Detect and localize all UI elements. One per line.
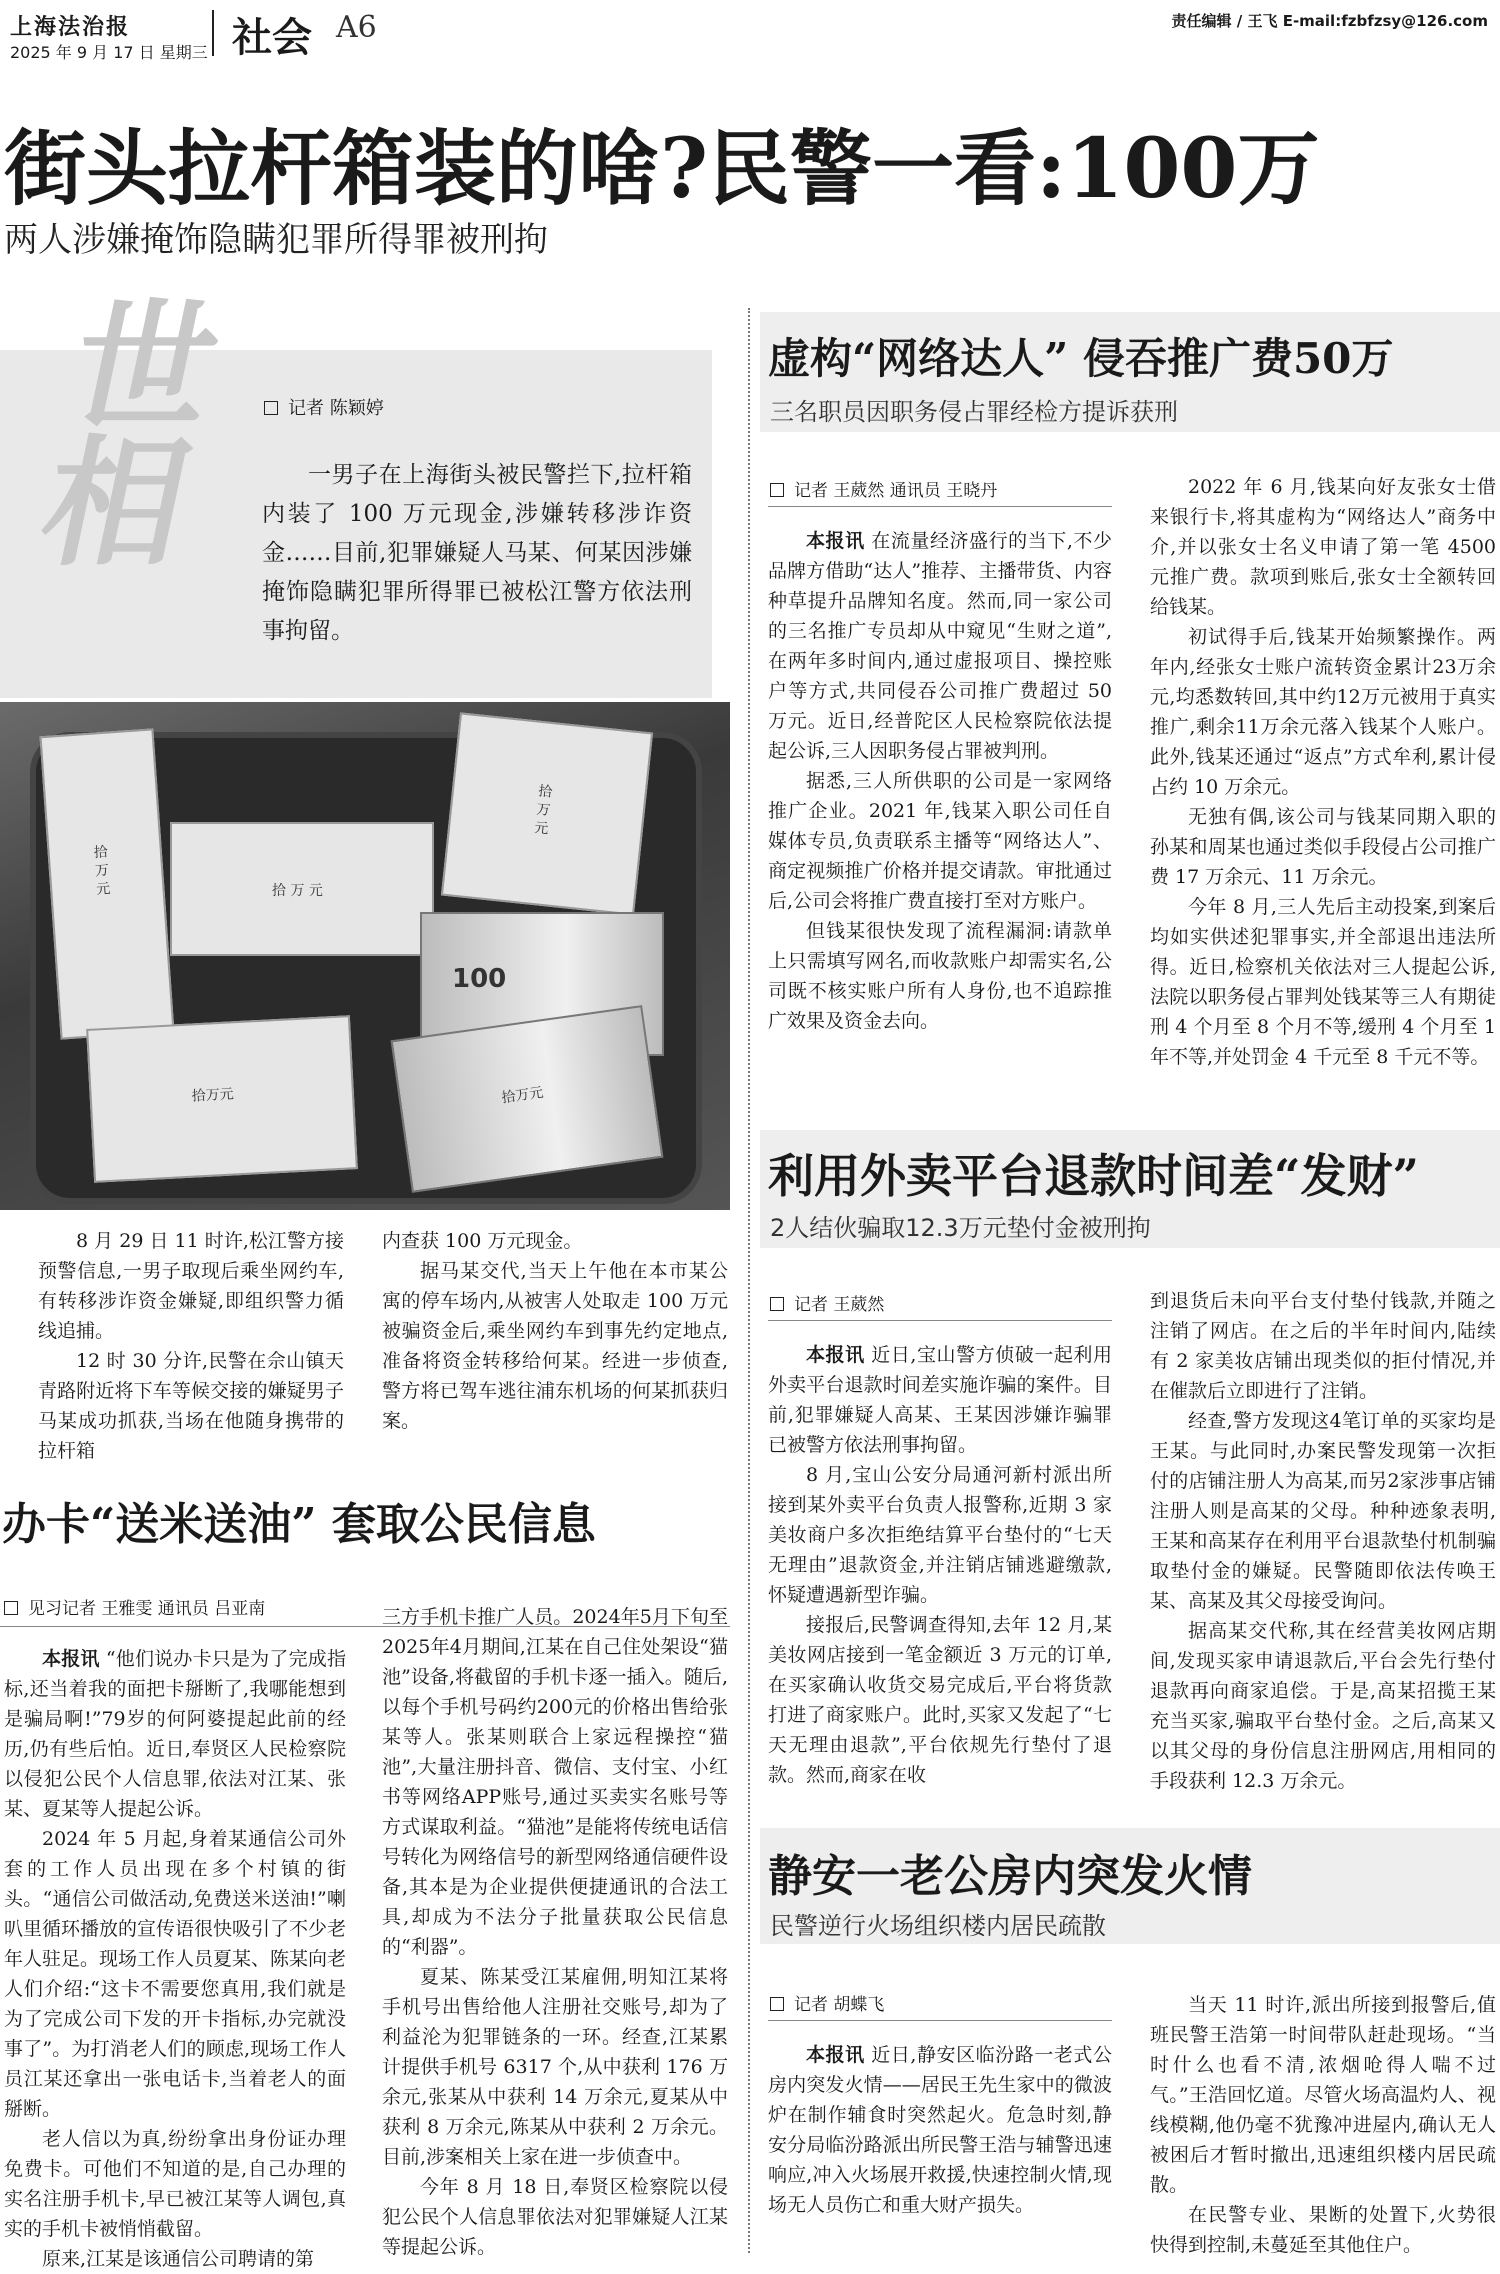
paragraph — [768, 766, 1112, 916]
paragraph — [768, 1340, 1112, 1460]
paragraph — [1150, 2200, 1496, 2260]
byline-rule — [768, 506, 1112, 507]
paragraph-text: 经查,警方发现这4笔订单的买家均是王某。与此同时,办案民警发现第一次拒付的店铺注册人为高某,而另2家涉事店铺注册人则是高某的父母。种种迹象表明,王某和高某存在利用平台退款垫付机制骗取垫付金的嫌疑。民警随即依法传唤王某、高某及其父母接受询问。 — [1150, 1410, 1496, 1612]
paragraph — [1150, 802, 1496, 892]
section-name: 社会 — [232, 15, 312, 61]
stack-label: 拾 万 元 — [91, 843, 111, 896]
stack-label: 拾 万 元 — [272, 883, 323, 899]
card-story-headline: 办卡“送米送油” 套取公民信息 — [2, 1499, 596, 1550]
main-headline: 街头拉杆箱装的啥?民警一看:100万 — [4, 121, 1320, 217]
paragraph — [1150, 472, 1496, 622]
paragraph: 据马某交代,当天上午他在本市某公寓的停车场内,从被害人处取走 100 万元被骗资金后,乘坐网约车到事先约定地点,准备将资金转移给何某。经进一步侦查,警方将已驾车逃往浦东机场的何某抓获归案。 — [382, 1260, 728, 1432]
card-story-byline: 见习记者 王雅雯 通讯员 吕亚南 — [4, 1594, 265, 1619]
paragraph — [1150, 892, 1496, 1072]
paragraph — [768, 1460, 1112, 1610]
banknote-denomination: 100 — [452, 964, 507, 994]
paragraph — [4, 2124, 346, 2244]
paragraph-text: 老人信以为真,纷纷拿出身份证办理免费卡。可他们不知道的是,自己办理的实名注册手机卡,早已被江某等人调包,真实的手机卡被悄悄截留。 — [4, 2128, 346, 2240]
influencer-story-col1 — [768, 526, 1112, 1036]
paragraph-text: 在流量经济盛行的当下,不少品牌方借助“达人”推荐、主播带货、内容种草提升品牌知名度。然而,同一家公司的三名推广专员却从中窥见“生财之道”,在两年多时间内,通过虚报项目、操控账户等方式,共同侵吞公司推广费超过 50 万元。近日,经普陀区人民检察院依法提起公诉,三人因职务侵占罪被判刑。 — [768, 530, 1112, 762]
paragraph — [382, 2172, 728, 2262]
main-story-col2 — [382, 1226, 728, 1436]
stack-label: 拾万元 — [500, 1084, 545, 1107]
cash-stack — [441, 712, 653, 915]
cash-suitcase-photo — [0, 702, 730, 1210]
paragraph — [4, 1644, 346, 1824]
byline-box-icon — [770, 483, 784, 497]
delivery-story-subheadline: 2人结伙骗取12.3万元垫付金被刑拘 — [770, 1214, 1151, 1242]
byline-box-icon — [264, 401, 278, 415]
paragraph — [1150, 622, 1496, 802]
paragraph — [382, 1962, 728, 2172]
paragraph-text: 近日,静安区临汾路一老式公房内突发火情——居民王先生家中的微波炉在制作辅食时突然起火。危急时刻,静安分局临汾路派出所民警王浩与辅警迅速响应,冲入火场展开救援,快速控制火情,现场无人员伤亡和重大财产损失。 — [768, 2044, 1112, 2216]
paragraph-text: 原来,江某是该通信公司聘请的第 — [42, 2248, 315, 2270]
byline-rule — [768, 2020, 1112, 2021]
header-divider — [212, 10, 214, 56]
paragraph-text: 8 月,宝山公安分局通河新村派出所接到某外卖平台负责人报警称,近期 3 家美妆商户多次拒绝结算平台垫付的“七天无理由”退款资金,并注销店铺逃避缴款,怀疑遭遇新型诈骗。 — [768, 1464, 1112, 1606]
paragraph — [4, 1824, 346, 2124]
paragraph-text: 2024 年 5 月起,身着某通信公司外套的工作人员出现在多个村镇的街头。“通信公司做活动,免费送米送油!”喇叭里循环播放的宣传语很快吸引了不少老年人驻足。现场工作人员夏某、陈某向老人们介绍:“这卡不需要您真用,我们就是为了完成公司下发的开卡指标,办完就没事了”。为打消老人们的顾虑,现场工作人员江某还拿出一张电话卡,当着老人的面掰断。 — [4, 1828, 347, 2120]
dateline-tag: 本报讯 — [42, 1648, 100, 1670]
feature-lead: 一男子在上海街头被民警拦下,拉杆箱内装了 100 万元现金,涉嫌转移涉诈资金……目前,犯罪嫌疑人马某、何某因涉嫌掩饰隐瞒犯罪所得罪已被松江警方依法刑事拘留。 — [262, 462, 692, 644]
card-story-col1 — [4, 1644, 346, 2274]
byline-box-icon — [770, 1297, 784, 1311]
paragraph-text: 当天 11 时许,派出所接到报警后,值班民警王浩第一时间带队赶赴现场。“当时什么也看不清,浓烟呛得人喘不过气。”王浩回忆道。尽管火场高温灼人、视线模糊,他仍毫不犹豫冲进屋内,确认无人被困后才暂时撤出,迅速组织楼内居民疏散。 — [1150, 1994, 1496, 2196]
column-watermark: 世相 — [28, 286, 232, 586]
fire-story-col1 — [768, 2040, 1112, 2220]
cash-stack — [40, 728, 175, 1039]
paragraph — [768, 1610, 1112, 1790]
paragraph: 8 月 29 日 11 时许,松江警方接预警信息,一男子取现后乘坐网约车,有转移涉诈资金嫌疑,即组织警力循线追捕。 — [38, 1230, 344, 1342]
cash-stack — [170, 822, 434, 956]
paragraph — [4, 2244, 346, 2274]
dateline-tag: 本报讯 — [806, 2044, 865, 2066]
byline-rule — [768, 1320, 1112, 1321]
paragraph-text: 夏某、陈某受江某雇佣,明知江某将手机号出售给他人注册社交账号,却为了利益沦为犯罪链条的一环。经查,江某累计提供手机号 6317 个,从中获利 176 万余元,张某从中获利 14 万余元,夏某从中获利 8 万余元,陈某从中获利 2 万余元。目前,涉案相关上家在进一步侦查中。 — [382, 1966, 728, 2168]
paragraph-text: 据高某交代称,其在经营美妆网店期间,发现买家申请退款后,平台会先行垫付退款再向商家追偿。于是,高某招揽王某充当买家,骗取平台垫付金。之后,高某又以其父母的身份信息注册网店,用相同的手段获利 12.3 万余元。 — [1150, 1620, 1496, 1792]
paragraph-text: 在民警专业、果断的处置下,火势很快得到控制,未蔓延至其他住户。 — [1150, 2204, 1496, 2256]
column-divider — [748, 308, 750, 2253]
delivery-story-col1 — [768, 1340, 1112, 1790]
paragraph — [1150, 1990, 1496, 2200]
influencer-story-byline: 记者 王葳然 通讯员 王晓丹 — [770, 476, 997, 501]
feature-byline: 记者 陈颖婷 — [264, 394, 384, 420]
paragraph-text: 近日,宝山警方侦破一起利用外卖平台退款时间差实施诈骗的案件。目前,犯罪嫌疑人高某、王某因涉嫌诈骗罪已被警方依法刑事拘留。 — [768, 1344, 1112, 1456]
stack-label: 拾万元 — [191, 1086, 235, 1105]
dateline-tag: 本报讯 — [806, 530, 865, 552]
byline-box-icon — [770, 1997, 784, 2011]
main-story-col1 — [38, 1226, 344, 1466]
paragraph — [1150, 1286, 1496, 1406]
byline-box-icon — [4, 1601, 18, 1615]
masthead-logo: 上海法治报 — [10, 14, 131, 40]
paragraph-text: 到退货后未向平台支付垫付钱款,并随之注销了网店。在之后的半年时间内,陆续有 2 家美妆店铺出现类似的拒付情况,并在催款后立即进行了注销。 — [1150, 1290, 1496, 1402]
cash-stack — [86, 1015, 358, 1183]
influencer-story-headline: 虚构“网络达人” 侵吞推广费50万 — [768, 334, 1394, 383]
paragraph: 12 时 30 分许,民警在佘山镇天青路附近将下车等候交接的嫌疑男子马某成功抓获,当场在他随身携带的拉杆箱 — [38, 1350, 344, 1462]
fire-story-col2 — [1150, 1990, 1496, 2260]
delivery-story-headline: 利用外卖平台退款时间差“发财” — [768, 1149, 1419, 1203]
delivery-story-col2 — [1150, 1286, 1496, 1796]
stack-label: 拾 万 元 — [531, 782, 554, 836]
paragraph — [382, 1602, 728, 1962]
dateline-tag: 本报讯 — [806, 1344, 865, 1366]
paragraph-text: 据悉,三人所供职的公司是一家网络推广企业。2021 年,钱某入职公司任自媒体专员,负责联系主播等“网络达人”、商定视频推广价格并提交请款。审批通过后,公司会将推广费直接打至对方账户。 — [768, 770, 1112, 912]
influencer-story-col2 — [1150, 472, 1496, 1072]
paragraph — [768, 916, 1112, 1036]
paragraph-text: 三方手机卡推广人员。2024年5月下旬至2025年4月期间,江某在自己住处架设“猫池”设备,将截留的手机卡逐一插入。随后,以每个手机号码约200元的价格出售给张某等人。张某则联合上家远程操控“猫池”,大量注册抖音、微信、支付宝、小红书等网络APP账号,通过买卖实名账号等方式谋取利益。“猫池”是能将传统电话信号转化为网络信号的新型网络通信硬件设备,其本是为企业提供便捷通讯的合法工具,却成为不法分子批量获取公民信息的“利器”。 — [382, 1606, 728, 1958]
fire-story-byline: 记者 胡蝶飞 — [770, 1990, 884, 2015]
page-number: A6 — [336, 10, 377, 45]
influencer-story-subheadline: 三名职员因职务侵占罪经检方提诉获刑 — [770, 398, 1178, 426]
paragraph — [1150, 1616, 1496, 1796]
paragraph-text: 2022 年 6 月,钱某向好友张女士借来银行卡,将其虚构为“网络达人”商务中介,并以张女士名义申请了第一笔 4500 元推广费。款项到账后,张女士全额转回给钱某。 — [1150, 476, 1496, 618]
paragraph-text: 接报后,民警调查得知,去年 12 月,某美妆网店接到一笔金额近 3 万元的订单,在买家确认收货交易完成后,平台将货款打进了商家账户。此时,买家又发起了“七天无理由退款”,平台依规先行垫付了退款。然而,商家在收 — [768, 1614, 1112, 1786]
main-subheadline: 两人涉嫌掩饰隐瞒犯罪所得罪被刑拘 — [4, 220, 548, 260]
delivery-story-byline: 记者 王葳然 — [770, 1290, 884, 1315]
fire-story-headline: 静安一老公房内突发火情 — [768, 1851, 1252, 1902]
editor-info: 责任编辑 / 王飞 E-mail:fzbfzsy@126.com — [1171, 12, 1488, 30]
fire-story-subheadline: 民警逆行火场组织楼内居民疏散 — [770, 1912, 1106, 1940]
card-story-col2 — [382, 1602, 728, 2262]
paragraph-text: 无独有偶,该公司与钱某同期入职的孙某和周某也通过类似手段侵占公司推广费 17 万余元、11 万余元。 — [1150, 806, 1496, 888]
paragraph — [768, 2040, 1112, 2220]
issue-date: 2025 年 9 月 17 日 星期三 — [10, 43, 208, 62]
paragraph-text: 今年 8 月 18 日,奉贤区检察院以侵犯公民个人信息罪依法对犯罪嫌疑人江某等提起公诉。 — [382, 2176, 728, 2258]
paragraph — [1150, 1406, 1496, 1616]
paragraph-text: 但钱某很快发现了流程漏洞:请款单上只需填写网名,而收款账户却需实名,公司既不核实账户所有人身份,也不追踪推广效果及资金去向。 — [768, 920, 1112, 1032]
paragraph-text: 今年 8 月,三人先后主动投案,到案后均如实供述犯罪事实,并全部退出违法所得。近日,检察机关依法对三人提起公诉,法院以职务侵占罪判处钱某等三人有期徒刑 4 个月至 8 个月不等,缓刑 4 个月至 1 年不等,并处罚金 4 千元至 8 千元不等。 — [1150, 896, 1496, 1068]
paragraph: 内查获 100 万元现金。 — [382, 1230, 583, 1252]
paragraph — [768, 526, 1112, 766]
paragraph-text: “他们说办卡只是为了完成指标,还当着我的面把卡掰断了,我哪能想到是骗局啊!”79岁的何阿婆提起此前的经历,仍有些后怕。近日,奉贤区人民检察院以侵犯公民个人信息罪,依法对江某、张某、夏某等人提起公诉。 — [4, 1648, 346, 1820]
paragraph-text: 初试得手后,钱某开始频繁操作。两年内,经张女士账户流转资金累计23万余元,均悉数转回,其中约12万元被用于真实推广,剩余11万余元落入钱某个人账户。此外,钱某还通过“返点”方式牟利,累计侵占约 10 万余元。 — [1150, 626, 1496, 798]
